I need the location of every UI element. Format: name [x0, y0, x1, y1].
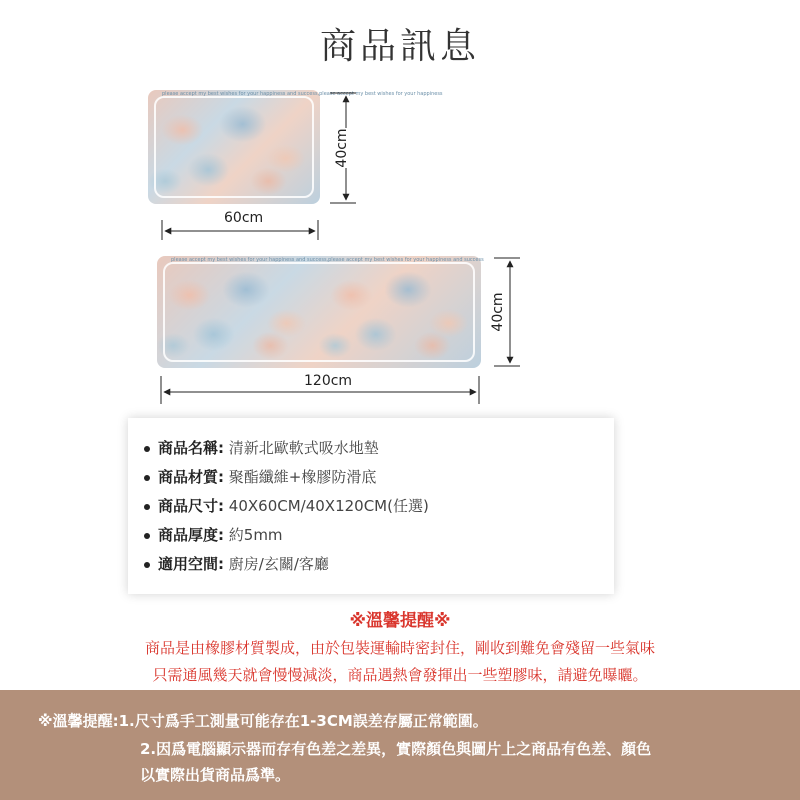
- spec-item-space: [148, 550, 614, 579]
- small-mat-width-label: 60cm: [224, 210, 264, 226]
- spec-key: 商品厚度:: [158, 526, 224, 544]
- small-mat-height-label: 40cm: [334, 128, 350, 168]
- page-title: 商品訊息: [319, 26, 480, 67]
- footer-notice: [0, 690, 800, 800]
- spec-key: 商品材質:: [158, 468, 224, 486]
- spec-key: 商品尺寸:: [158, 497, 224, 515]
- warning-line-1: 商品是由橡膠材質製成，由於包裝運輸時密封住，剛收到難免會殘留一些氣味: [144, 639, 655, 657]
- spec-value: 約5mm: [228, 526, 283, 544]
- spec-value: 廚房/玄關/客廳: [228, 555, 329, 573]
- spec-value: 聚酯纖維+橡膠防滑底: [228, 468, 377, 486]
- footer-line-2: 2.因爲電腦顯示器而存有色差之差異，實際顏色與圖片上之商品有色差、顏色: [140, 740, 652, 758]
- mat-border-text: please accept my best wishes for your happiness and success,please accept my best wishes for your happiness and success: [171, 257, 484, 263]
- large-mat-width-label: 120cm: [304, 373, 353, 389]
- product-spec-box: [128, 418, 614, 594]
- spec-key: 適用空間:: [158, 555, 224, 573]
- footer-line-3: 以實際出貨商品爲準。: [140, 766, 291, 784]
- mat-border-text: please accept my best wishes for your happiness and success,please accept my best wishes for your happiness: [162, 91, 443, 97]
- footer-line-1: ※溫馨提醒:1.尺寸爲手工測量可能存在1-3CM誤差存屬正常範圍。: [38, 712, 488, 730]
- spec-value: 40X60CM/40X120CM(任選): [228, 497, 429, 515]
- spec-item-size: [148, 492, 614, 521]
- spec-key: 商品名稱:: [158, 439, 224, 457]
- spec-item-material: [148, 463, 614, 492]
- spec-list: [128, 418, 614, 579]
- spec-item-name: [148, 434, 614, 463]
- spec-item-thickness: [148, 521, 614, 550]
- large-mat-height-label: 40cm: [490, 292, 506, 332]
- warning-line-2: 只需通風幾天就會慢慢減淡，商品遇熱會發揮出一些塑膠味，請避免曝曬。: [152, 666, 648, 684]
- warning-title: ※溫馨提醒※: [349, 611, 451, 631]
- spec-value: 清新北歐軟式吸水地墊: [228, 439, 379, 457]
